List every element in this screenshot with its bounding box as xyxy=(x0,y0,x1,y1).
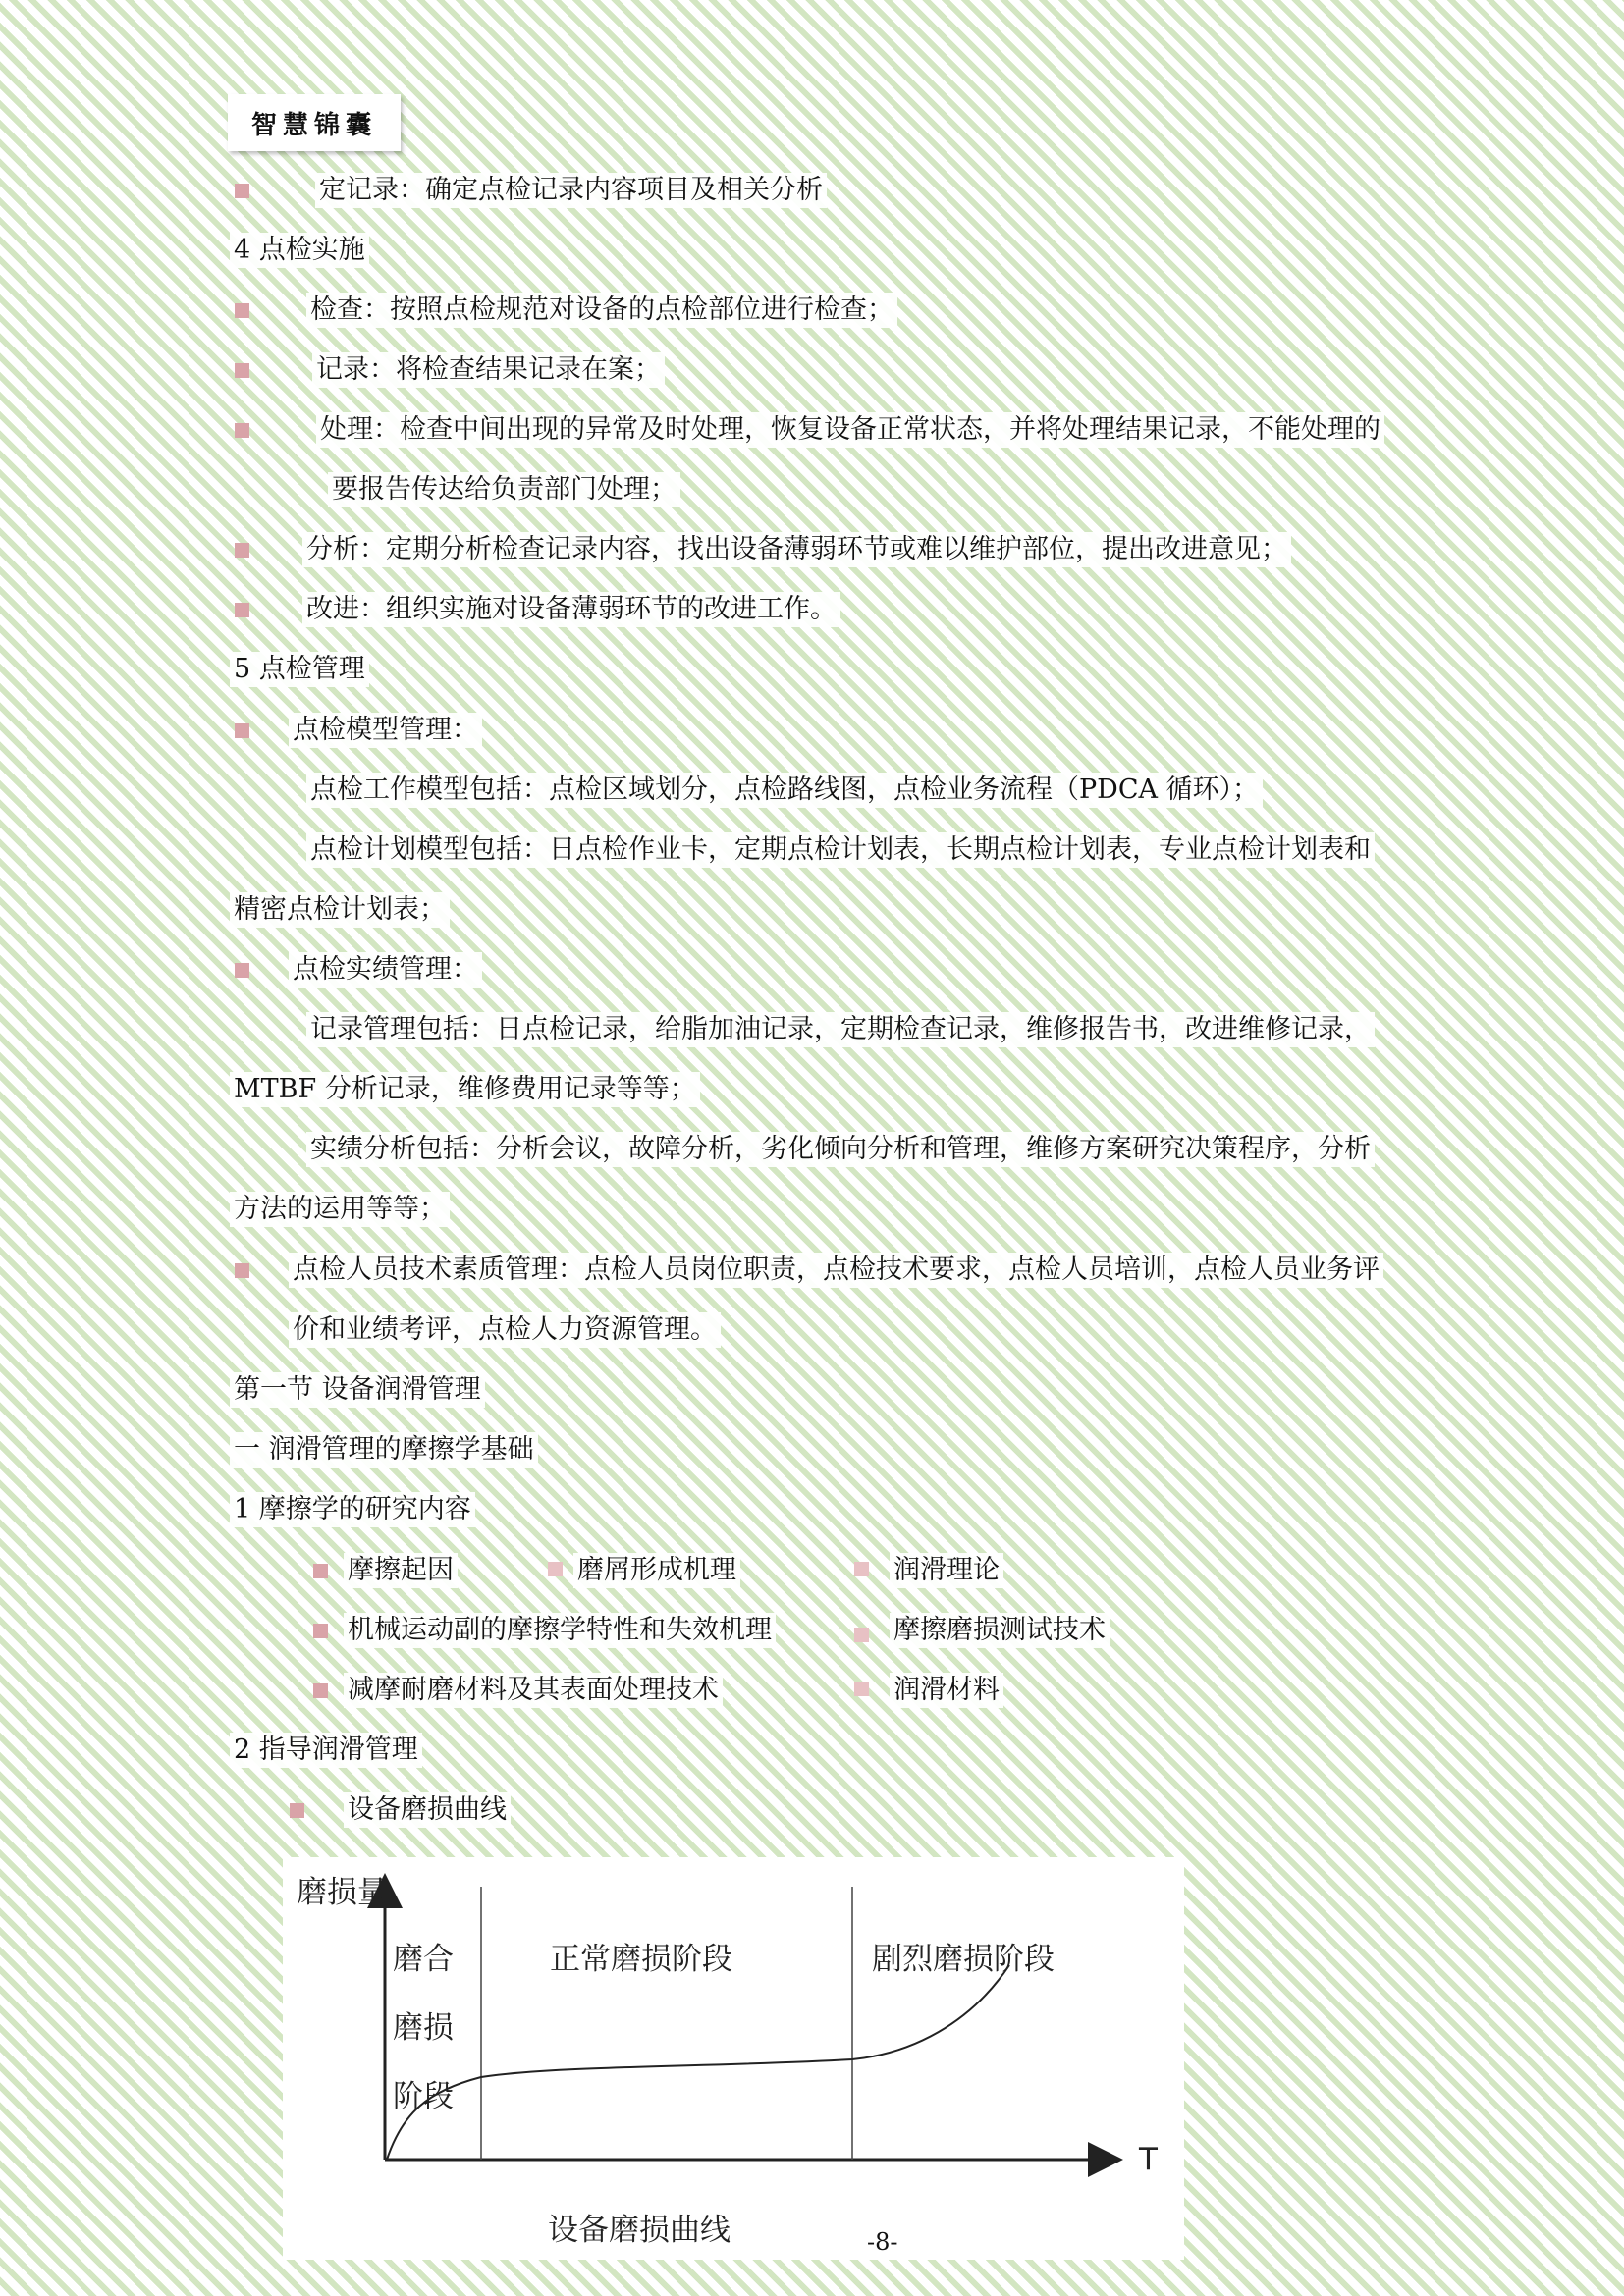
bullet-icon xyxy=(235,363,249,378)
grid-item: 润滑理论 xyxy=(890,1553,1003,1588)
text-line: 记录：将检查结果记录在案； xyxy=(312,352,665,388)
text-line: 实绩分析包括：分析会议，故障分析，劣化倾向分析和管理，维修方案研究决策程序，分析 xyxy=(306,1132,1375,1167)
bullet-icon xyxy=(235,1263,249,1278)
bullet-icon xyxy=(235,184,249,198)
section-heading: 一 润滑管理的摩擦学基础 xyxy=(230,1432,538,1468)
text-line: 分析：定期分析检查记录内容，找出设备薄弱环节或难以维护部位，提出改进意见； xyxy=(302,532,1291,567)
text-line: 定记录：确定点检记录内容项目及相关分析 xyxy=(315,173,827,208)
grid-item: 减摩耐磨材料及其表面处理技术 xyxy=(344,1673,723,1708)
grid-item: 摩擦磨损测试技术 xyxy=(890,1613,1110,1648)
text-line: 改进：组织实施对设备薄弱环节的改进工作。 xyxy=(302,592,840,627)
section-heading: 2 指导润滑管理 xyxy=(230,1733,422,1768)
wear-curve-figure xyxy=(283,1857,1184,2260)
text-line: MTBF 分析记录，维修费用记录等等； xyxy=(230,1072,700,1107)
stage1-label: 磨损 xyxy=(393,2010,454,2046)
bullet-icon xyxy=(235,603,249,617)
bullet-icon xyxy=(235,963,249,978)
bullet-icon xyxy=(313,1564,328,1578)
text-line: 处理：检查中间出现的异常及时处理，恢复设备正常状态，并将处理结果记录，不能处理的 xyxy=(316,412,1384,448)
grid-item: 磨屑形成机理 xyxy=(573,1553,740,1588)
bullet-icon xyxy=(313,1683,328,1698)
text-line: 价和业绩考评，点检人力资源管理。 xyxy=(289,1312,721,1348)
text-line: 记录管理包括：日点检记录，给脂加油记录，定期检查记录，维修报告书，改进维修记录， xyxy=(306,1012,1375,1047)
bullet-icon xyxy=(854,1628,869,1642)
grid-item: 机械运动副的摩擦学特性和失效机理 xyxy=(344,1613,776,1648)
x-axis-label: T xyxy=(1139,2142,1158,2177)
text-line: 方法的运用等等； xyxy=(230,1192,450,1227)
text-line: 检查：按照点检规范对设备的点检部位进行检查； xyxy=(306,293,897,328)
bullet-icon xyxy=(235,543,249,558)
bullet-icon xyxy=(548,1562,563,1576)
text-line: 要报告传达给负责部门处理； xyxy=(328,472,680,507)
y-axis-label: 磨损量 xyxy=(297,1875,388,1910)
bullet-icon xyxy=(290,1803,304,1818)
stage1-label: 磨合 xyxy=(393,1942,454,1977)
wear-curve xyxy=(387,1965,1009,2160)
section-heading: 1 摩擦学的研究内容 xyxy=(230,1492,475,1527)
bullet-icon xyxy=(235,303,249,318)
bullet-icon xyxy=(854,1682,869,1696)
grid-item: 摩擦起因 xyxy=(344,1553,458,1588)
stage1-label: 阶段 xyxy=(393,2079,454,2114)
text-line: 点检工作模型包括：点检区域划分，点检路线图，点检业务流程（PDCA 循环）； xyxy=(306,773,1263,808)
text-line: 点检模型管理： xyxy=(289,713,482,748)
section-heading: 5 点检管理 xyxy=(230,652,369,687)
text-line: 点检人员技术素质管理：点检人员岗位职责，点检技术要求，点检人员培训，点检人员业务评 xyxy=(289,1253,1383,1288)
text-line: 点检计划模型包括：日点检作业卡，定期点检计划表，长期点检计划表，专业点检计划表和 xyxy=(306,832,1375,868)
page-number: -8- xyxy=(864,2228,901,2256)
text-line: 精密点检计划表； xyxy=(230,892,450,928)
bullet-icon xyxy=(235,723,249,738)
figure-caption: 设备磨损曲线 xyxy=(548,2213,731,2248)
bullet-icon xyxy=(235,423,249,438)
bullet-icon xyxy=(854,1562,869,1576)
bullet-icon xyxy=(313,1624,328,1638)
text-line: 点检实绩管理： xyxy=(289,952,482,988)
grid-item: 润滑材料 xyxy=(890,1673,1003,1708)
section-heading: 4 点检实施 xyxy=(230,233,369,268)
logo-text: 智慧锦囊 xyxy=(228,94,401,151)
text-line: 设备磨损曲线 xyxy=(344,1792,511,1828)
stage2-label: 正常磨损阶段 xyxy=(550,1942,732,1977)
section-heading: 第一节 设备润滑管理 xyxy=(230,1372,485,1408)
stage3-label: 剧烈磨损阶段 xyxy=(872,1942,1055,1977)
